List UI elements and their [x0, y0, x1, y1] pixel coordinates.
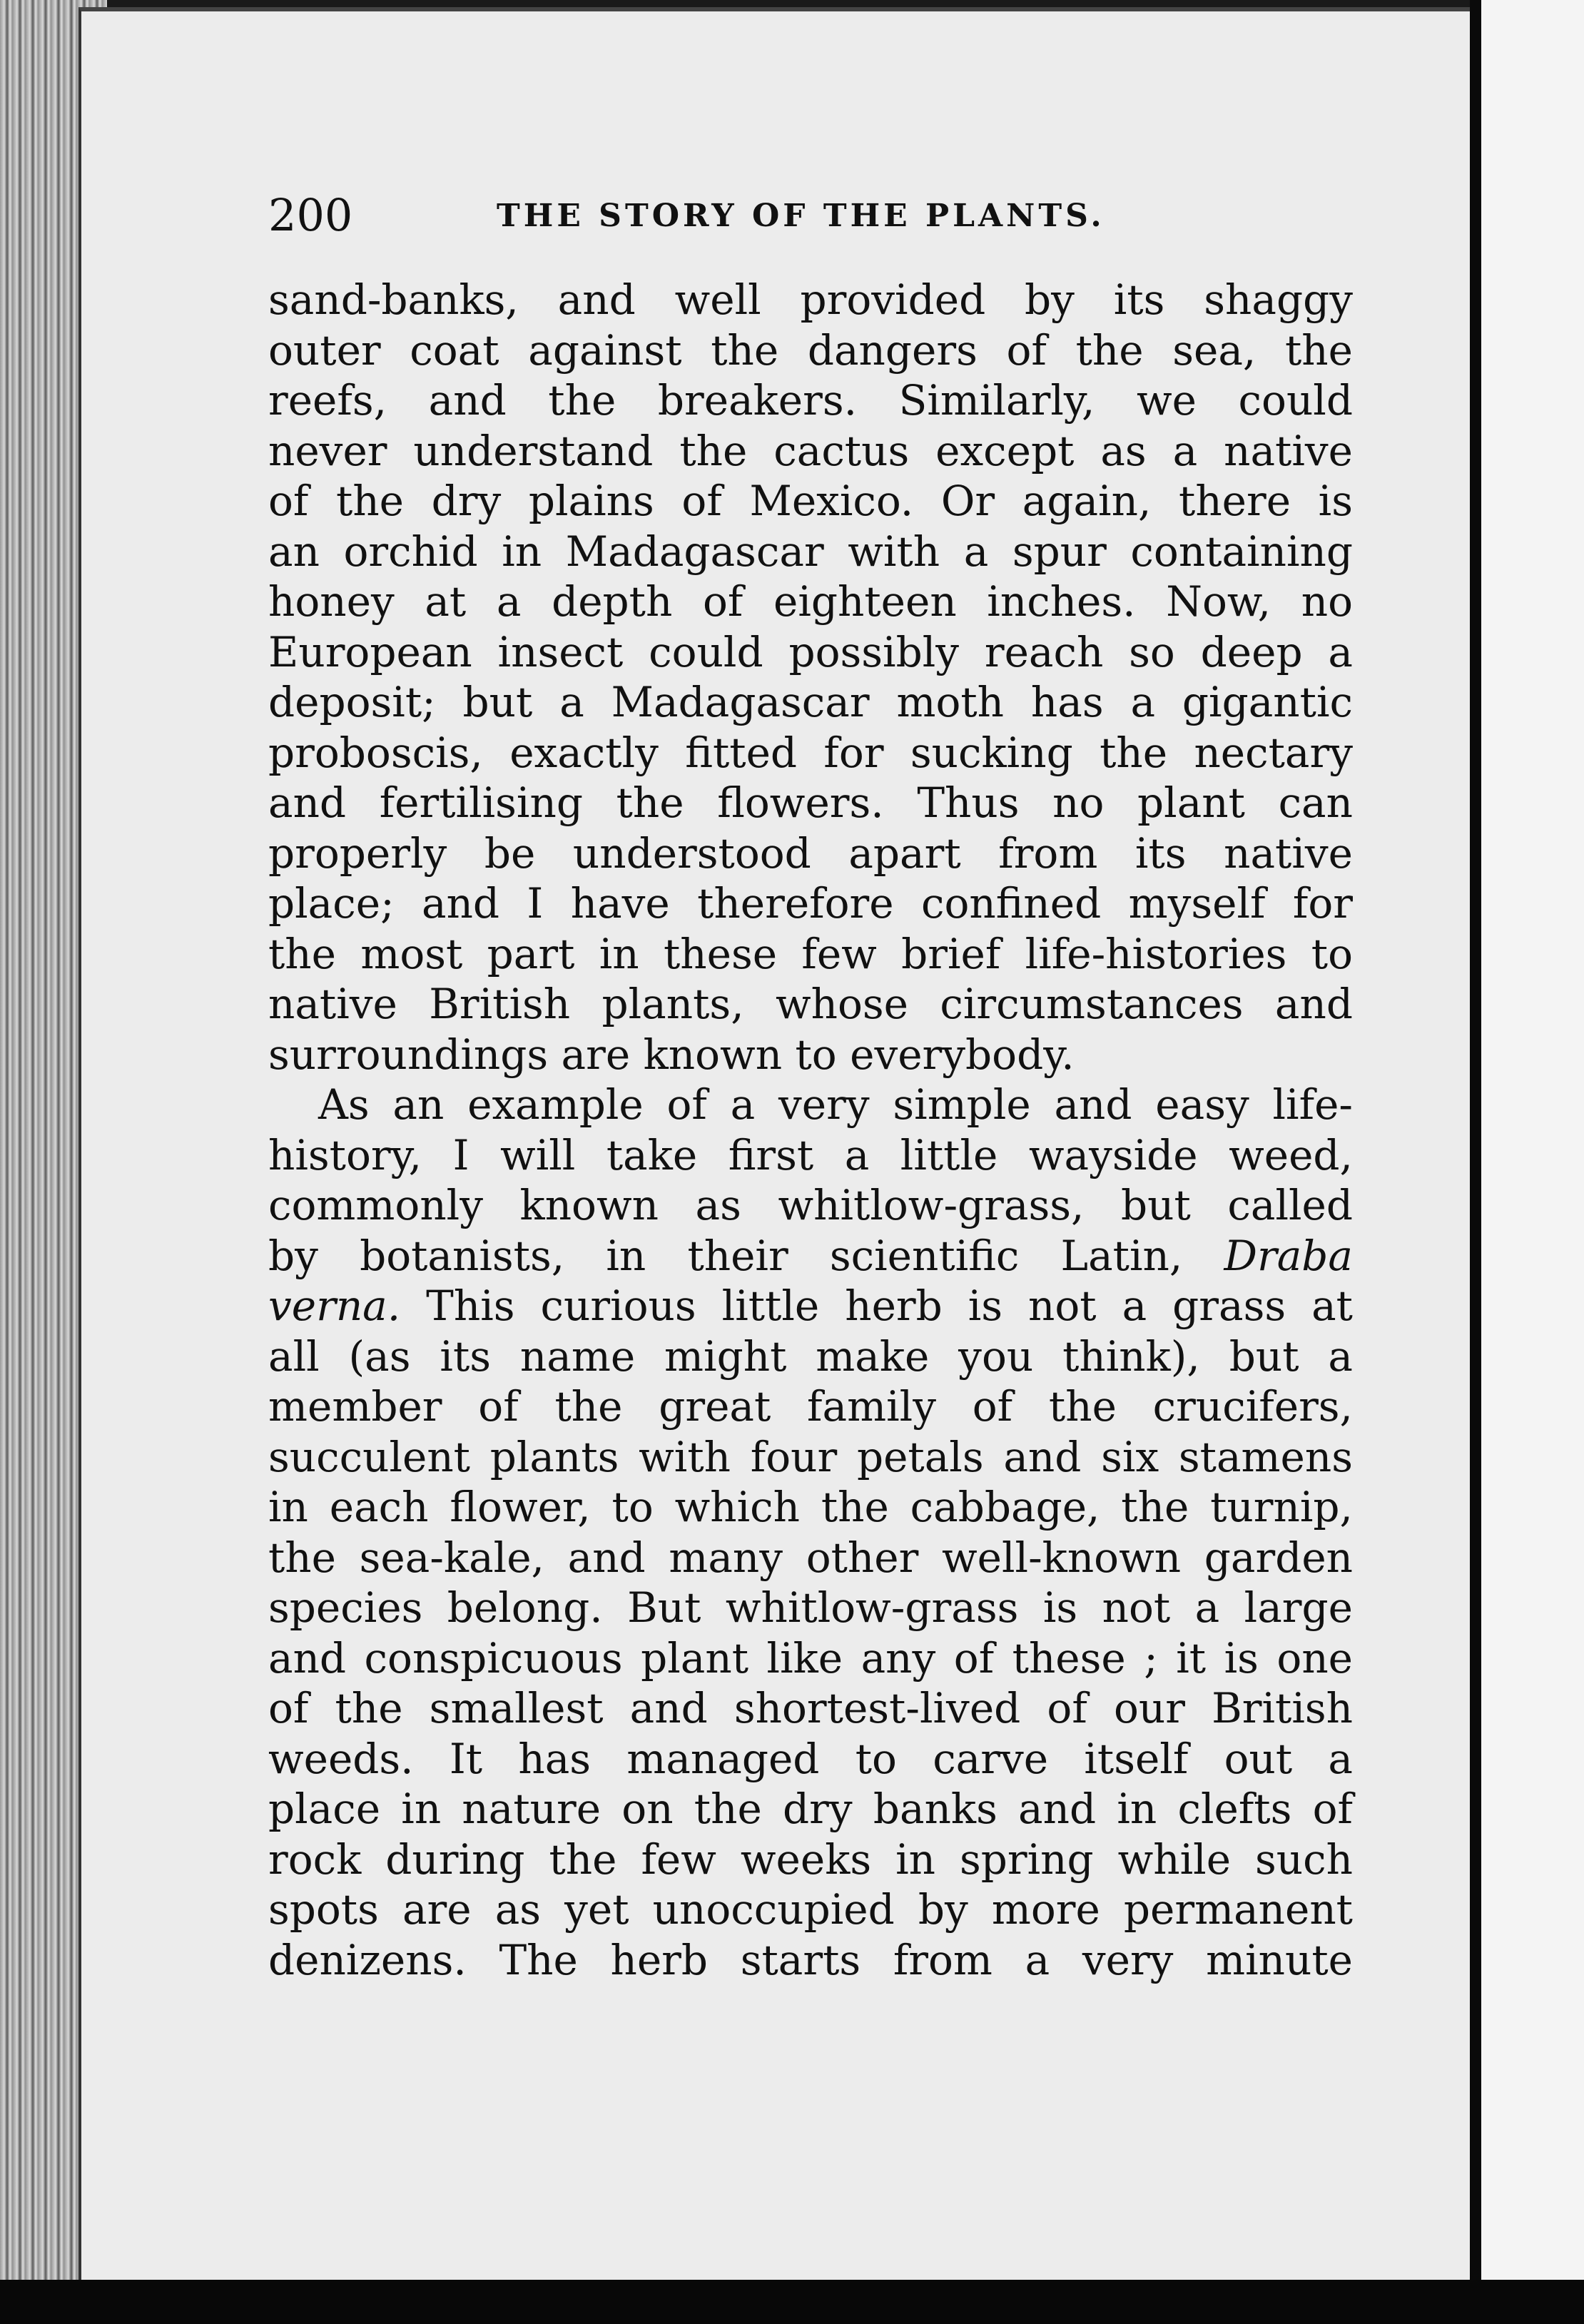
text-line: outer coat against the dangers of the sea, the [268, 325, 1353, 375]
text-line: honey at a depth of eighteen inches. Now, no [268, 577, 1353, 626]
text-line: the sea-kale, and many other well-known garden [268, 1533, 1353, 1582]
text-line: rock during the few weeks in spring while such [268, 1835, 1353, 1884]
text-line: weeds. It has managed to carve itself out a [268, 1734, 1353, 1783]
text-line: an orchid in Madagascar with a spur containing [268, 527, 1353, 576]
text-line: spots are as yet unoccupied by more permanent [268, 1885, 1353, 1934]
text-line: commonly known as whitlow-grass, but called [268, 1181, 1353, 1229]
italic-latin-name: verna. [268, 1282, 401, 1330]
text-line: place in nature on the dry banks and in clefts of [268, 1785, 1353, 1833]
text-line: the most part in these few brief life-histories to [268, 929, 1353, 978]
text-line: member of the great family of the crucifers, [268, 1382, 1353, 1431]
text-line: history, I will take first a little wayside weed, [268, 1130, 1353, 1179]
page-number: 200 [268, 189, 353, 241]
text-line: of the dry plains of Mexico. Or again, there is [268, 477, 1353, 525]
text-line: in each flower, to which the cabbage, the turnip, [268, 1483, 1353, 1531]
scan-right-margin [1481, 0, 1584, 2324]
text-line: reefs, and the breakers. Similarly, we could [268, 376, 1353, 425]
text-line: sand-banks, and well provided by its shaggy [268, 275, 1353, 324]
page-right-shadow [1470, 0, 1481, 2283]
text-line-with-italic [268, 1231, 1353, 1282]
text-line: deposit; but a Madagascar moth has a gigantic [268, 678, 1353, 726]
text-line: of the smallest and shortest-lived of our British [268, 1684, 1353, 1732]
text-line: species belong. But whitlow-grass is not a large [268, 1583, 1353, 1632]
text-line: proboscis, exactly fitted for sucking the nectary [268, 728, 1353, 777]
page-header [268, 187, 1381, 244]
text-line: native British plants, whose circumstances and [268, 980, 1353, 1028]
text-segment: This curious little herb is not a grass at [426, 1282, 1353, 1330]
text-line: and conspicuous plant like any of these ; it is one [268, 1633, 1353, 1683]
text-line: European insect could possibly reach so deep a [268, 627, 1353, 676]
italic-latin-name: Draba [1224, 1231, 1354, 1280]
running-title: THE STORY OF THE PLANTS. [497, 198, 1105, 234]
text-line: and fertilising the flowers. Thus no plant can [268, 778, 1353, 827]
paragraph-start-line: As an example of a very simple and easy life- [318, 1080, 1353, 1129]
text-line-with-italic [268, 1281, 1353, 1331]
text-line: all (as its name might make you think), but a [268, 1331, 1353, 1381]
scan-bottom-band [0, 2280, 1584, 2324]
text-line: denizens. The herb starts from a very minute [268, 1935, 1353, 1984]
text-line: never understand the cactus except as a native [268, 426, 1353, 475]
body-text [268, 275, 1353, 1985]
text-line: place; and I have therefore confined myself for [268, 879, 1353, 928]
text-line: succulent plants with four petals and six stamens [268, 1432, 1353, 1481]
text-segment: by botanists, in their scientific Latin, [268, 1231, 1183, 1280]
text-line: properly be understood apart from its native [268, 828, 1353, 878]
paragraph-end-line: surroundings are known to everybody. [268, 1030, 1075, 1079]
